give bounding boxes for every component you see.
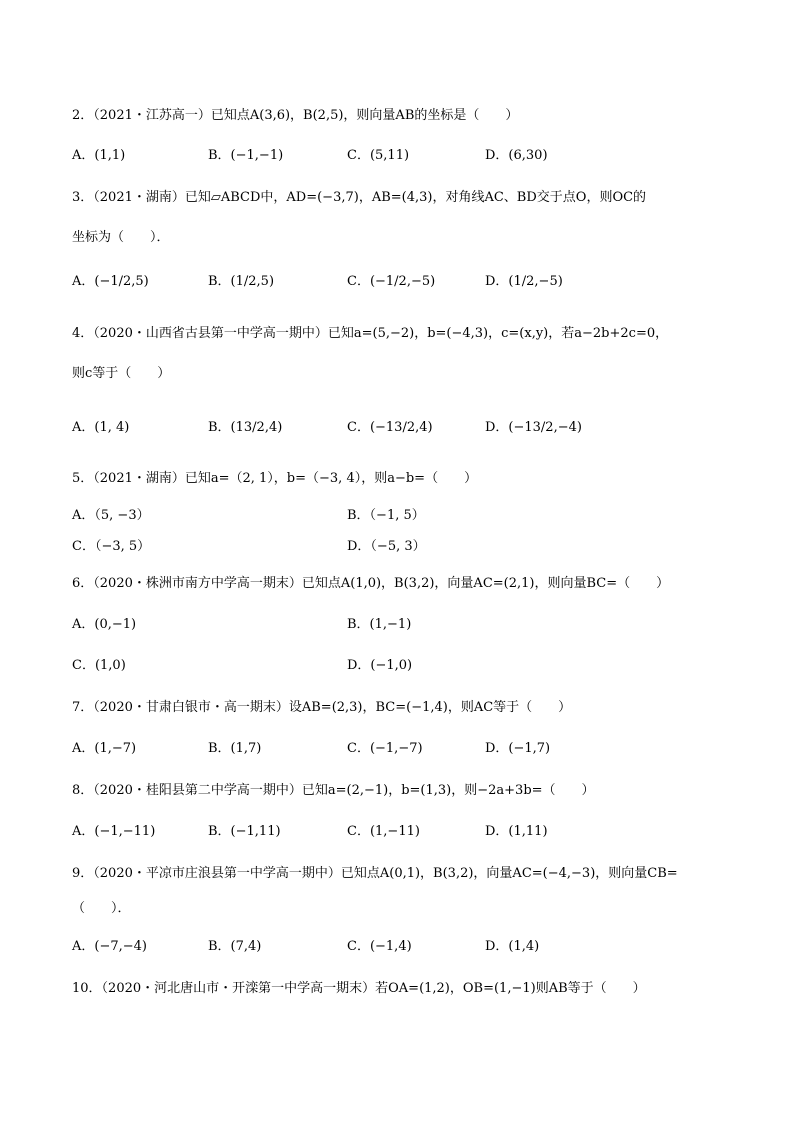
q9-stem: 9．（2020・平凉市庄浪县第一中学高一期中）已知点A(0,1)，B(3,2)，向量AC=(−4,−3)，则向量CB= xyxy=(72,866,678,881)
q2-stem: 2．（2021・江苏高一）已知点A(3,6)，B(2,5)，则向量AB的坐标是（ ） xyxy=(72,108,519,123)
q7-option-d: D．(−1,7) xyxy=(485,741,551,756)
q4-option-d: D．(−13/2,−4) xyxy=(485,420,582,435)
q3-stem: 3．（2021・湖南）已知▱ABCD中，AD=(−3,7)，AB=(4,3)，对角线AC、BD交于点O，则OC的 xyxy=(72,190,647,205)
q4-option-c: C．(−13/2,4) xyxy=(347,420,433,435)
q6-stem: 6．（2020・株洲市南方中学高一期末）已知点A(1,0)，B(3,2)，向量AC=(2,1)，则向量BC=（ ） xyxy=(72,576,670,591)
q4-stem-cont: 则c等于（ ） xyxy=(72,366,171,381)
q4-option-b: B．(13/2,4) xyxy=(208,420,283,435)
q3-option-b: B．(1/2,5) xyxy=(208,274,275,289)
q2-option-a: A．(1,1) xyxy=(72,148,126,163)
q6-option-b: B．(1,−1) xyxy=(347,617,412,632)
q3-option-c: C．(−1/2,−5) xyxy=(347,274,436,289)
q8-stem: 8．（2020・桂阳县第二中学高一期中）已知a=(2,−1)，b=(1,3)，则−2a+3b=（ ） xyxy=(72,783,595,798)
q7-stem: 7．（2020・甘肃白银市・高一期末）设AB=(2,3)，BC=(−1,4)，则AC等于（ ） xyxy=(72,700,572,715)
q3-option-d: D．(1/2,−5) xyxy=(485,274,563,289)
q10-stem: 10．（2020・河北唐山市・开滦第一中学高一期末）若OA=(1,2)，OB=(1,−1)则AB等于（ ） xyxy=(72,981,646,996)
q2-option-d: D．(6,30) xyxy=(485,148,548,163)
q9-option-c: C．(−1,4) xyxy=(347,939,412,954)
q5-option-b: B．（−1, 5） xyxy=(347,508,425,523)
q9-option-d: D．(1,4) xyxy=(485,939,540,954)
q2-option-c: C．(5,11) xyxy=(347,148,410,163)
q8-option-b: B．(−1,11) xyxy=(208,824,281,839)
q6-option-a: A．(0,−1) xyxy=(72,617,137,632)
q7-option-b: B．(1,7) xyxy=(208,741,262,756)
q8-option-d: D．(1,11) xyxy=(485,824,548,839)
q5-option-d: D．（−5, 3） xyxy=(347,539,426,554)
q5-option-c: C．（−3, 5） xyxy=(72,539,151,554)
q3-option-a: A．(−1/2,5) xyxy=(72,274,149,289)
q4-option-a: A．(1, 4) xyxy=(72,420,130,435)
q9-option-b: B．(7,4) xyxy=(208,939,262,954)
q7-option-a: A．(1,−7) xyxy=(72,741,137,756)
q8-option-a: A．(−1,−11) xyxy=(72,824,156,839)
q5-option-a: A．（5, −3） xyxy=(72,508,150,523)
q4-stem: 4．（2020・山西省古县第一中学高一期中）已知a=(5,−2)，b=(−4,3)，c=(x,y)，若a−2b+2c=0， xyxy=(72,326,669,341)
q2-option-b: B．(−1,−1) xyxy=(208,148,284,163)
q9-option-a: A．(−7,−4) xyxy=(72,939,147,954)
q6-option-c: C．(1,0) xyxy=(72,658,126,673)
q7-option-c: C．(−1,−7) xyxy=(347,741,423,756)
q8-option-c: C．(1,−11) xyxy=(347,824,420,839)
q9-stem-cont: （ ）． xyxy=(72,901,131,916)
q6-option-d: D．(−1,0) xyxy=(347,658,413,673)
q5-stem: 5．（2021・湖南）已知a=（2, 1），b=（−3, 4），则a−b=（ ） xyxy=(72,471,478,486)
q3-stem-cont: 坐标为（ ）． xyxy=(72,230,170,245)
